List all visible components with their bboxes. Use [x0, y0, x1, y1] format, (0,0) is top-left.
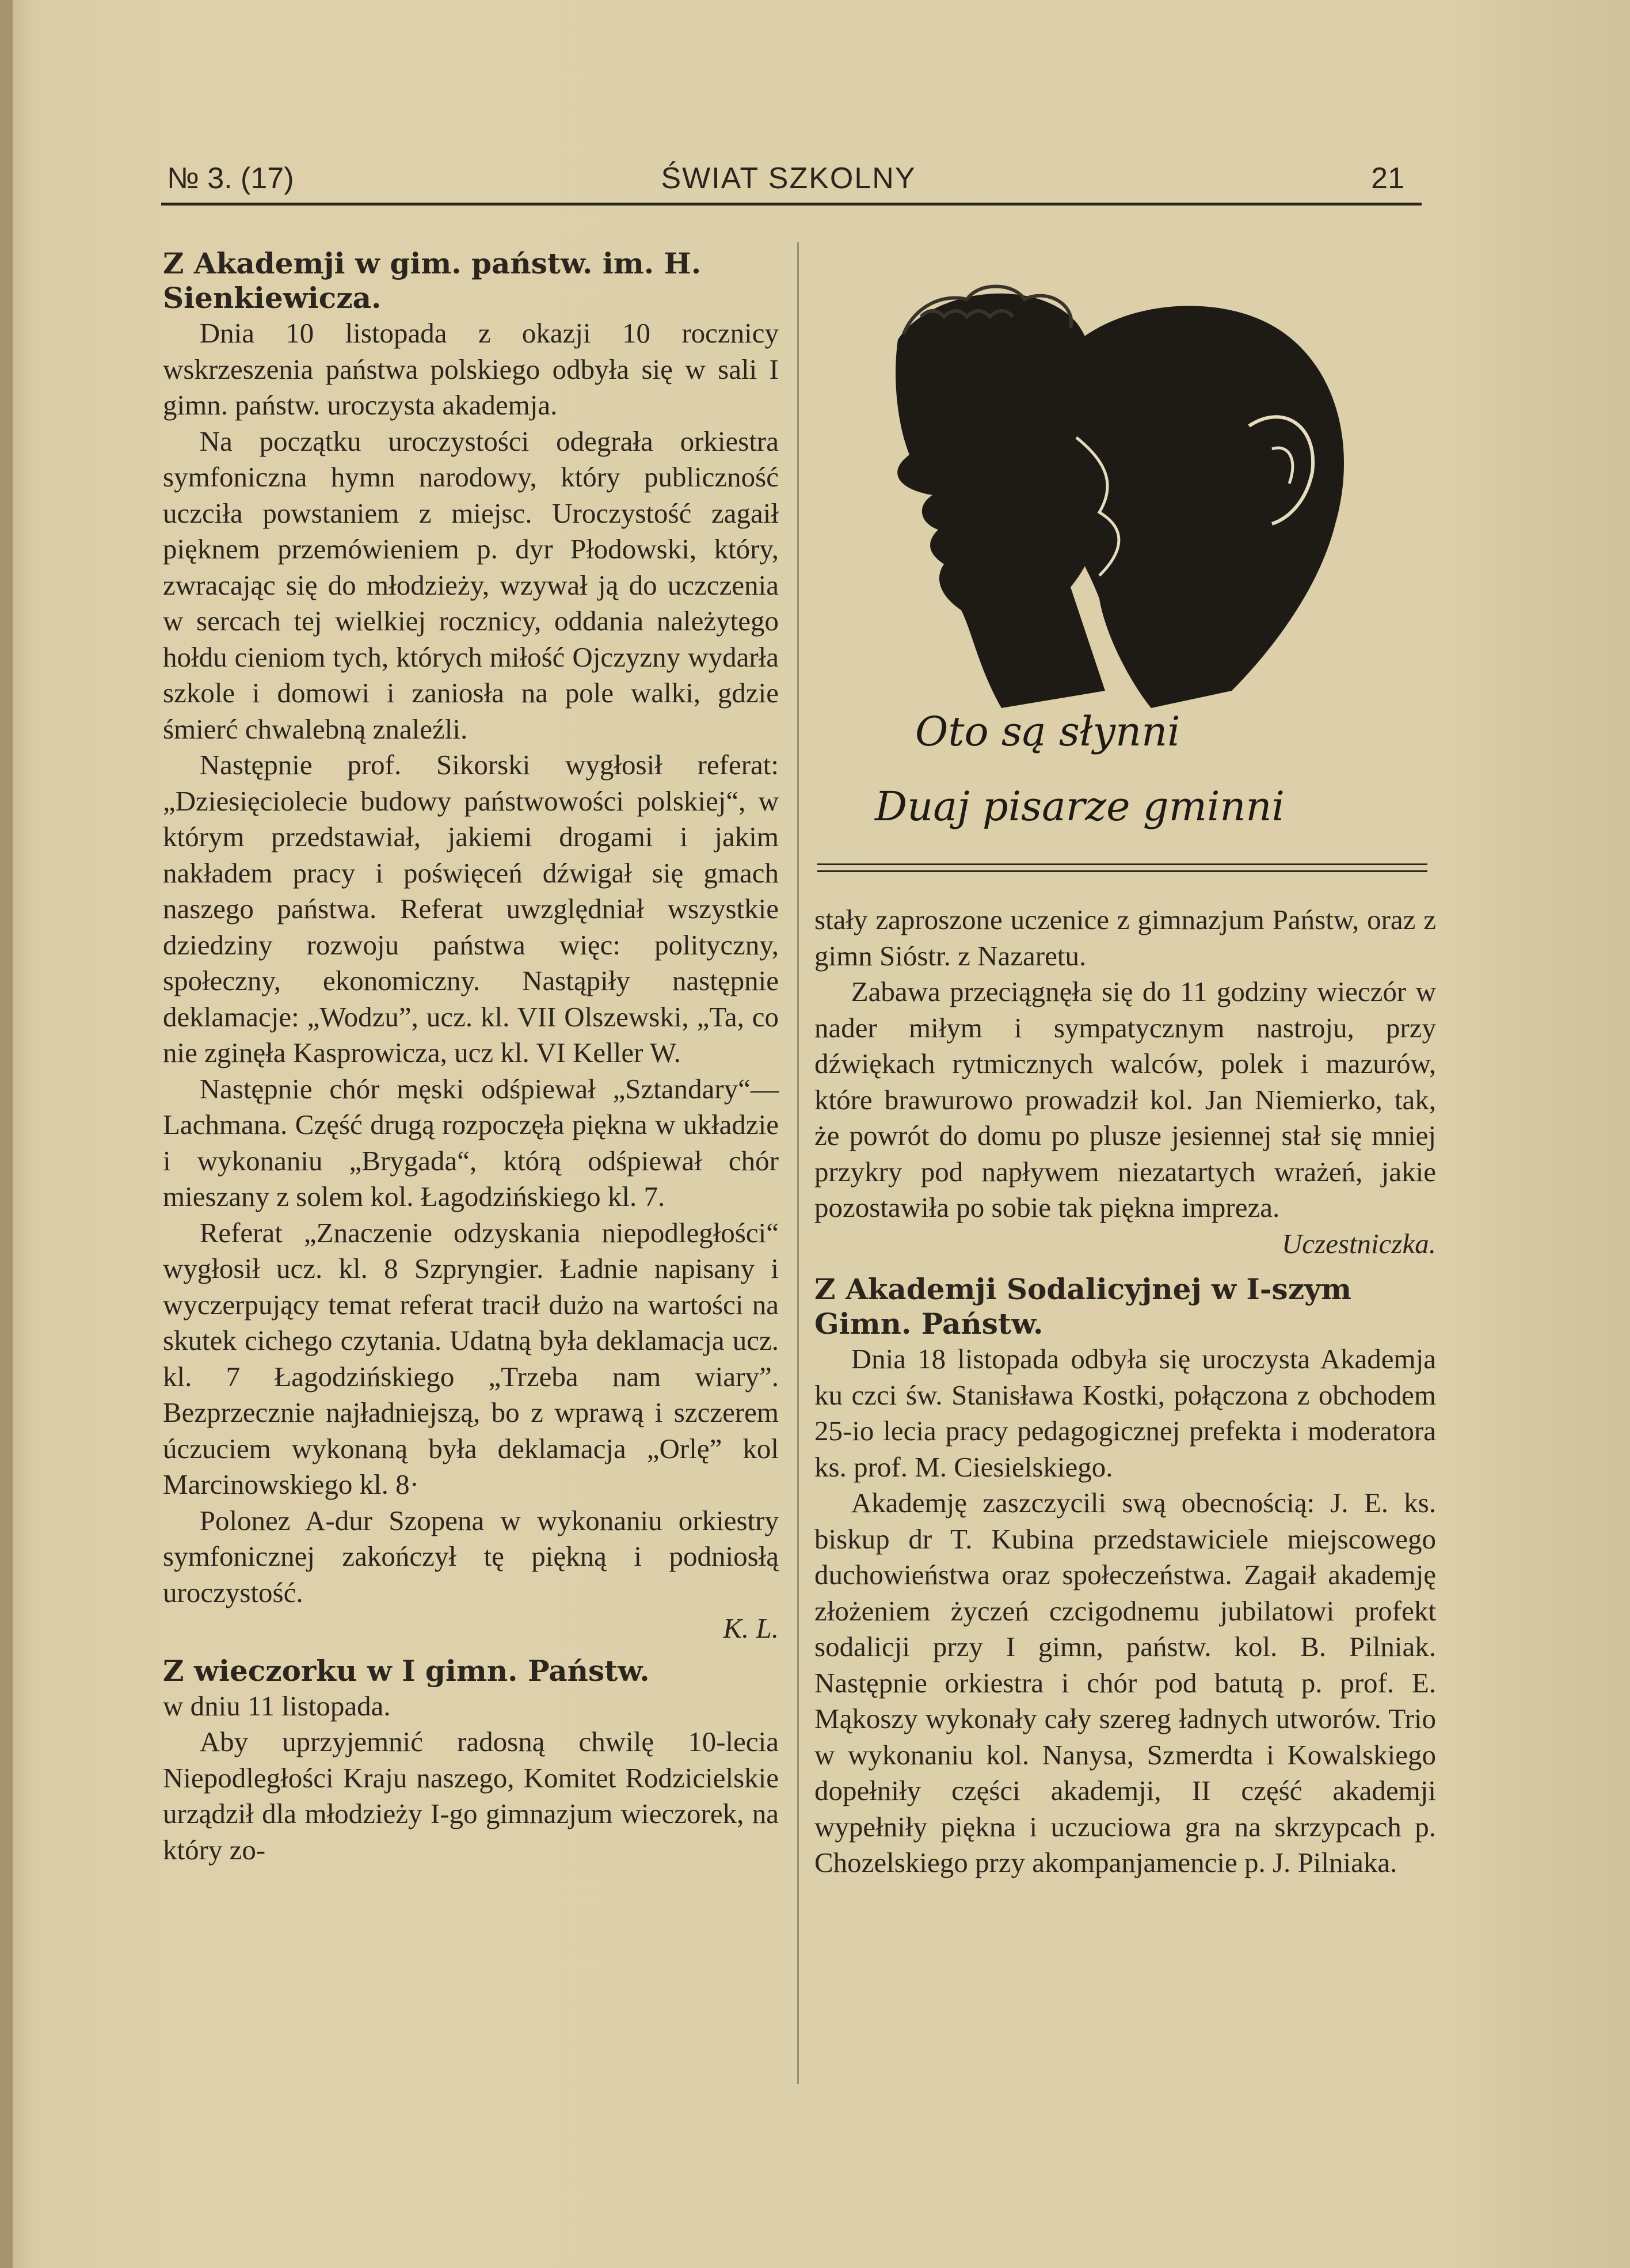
article-paragraph: Aby uprzyjemnić radosną chwilę 10-lecia Niepodległości Kraju naszego, Komitet Rodzicielskie urządził dla młodzieży I-go gimnazjum wieczorek, na który zo- — [163, 1726, 779, 1866]
silhouette-two-heads-icon — [829, 253, 1433, 863]
article-date: w dniu 11 listopada. — [163, 1689, 391, 1722]
article-paragraph: Dnia 18 listopada odbyła się uroczysta Akademja ku czci św. Stanisława Kostki, połączona z obchodem 25-io lecia pracy pedagogicznej prefekta i moderatora ks. prof. M. Ciesielskiego. — [814, 1343, 1436, 1483]
article-paragraph: Następnie chór męski odśpiewał „Sztandary“—Lachmana. Część drugą rozpoczęła piękna w układzie i wykonaniu „Brygada“, którą odśpiewał chór mieszany z solem kol. Łagodzińskiego kl. 7. — [163, 1072, 779, 1212]
right-column — [814, 902, 1436, 1881]
article-signature: Uczestniczka. — [1281, 1227, 1436, 1259]
article-paragraph: stały zaproszone uczenice z gimnazjum Państw, oraz z gimn Sióstr. z Nazaretu. — [814, 904, 1436, 972]
article-signature: K. L. — [723, 1612, 779, 1644]
article-title-sienkiewicz: Z Akademji w gim. państw. im. H. Sienkiewicza. — [163, 246, 702, 315]
illustration-caption-line1: Oto są słynni — [915, 708, 1180, 755]
article-paragraph: Następnie prof. Sikorski wygłosił referat: „Dziesięciolecie budowy państwowości polskiej“, w którym przedstawiał, jakiemi drogami i jakim nakładem pracy i poświęceń dźwigał się gmach naszego państwa. Referat uwzględniał wszystkie dziedziny rozwoju państwa więc: polityczny, społeczny, ekonomiczny. Nastąpiły następnie deklamacje: „Wodzu”, ucz. kl. VII Olszewski, „Ta, co nie zginęła Kasprowicza, ucz kl. VI Keller W. — [163, 749, 779, 1068]
illustration-rule-bottom — [817, 870, 1427, 872]
article-paragraph: Na początku uroczystości odegrała orkiestra symfoniczna hymn narodowy, który publiczność uczciła powstaniem z miejsc. Uroczystość zagaił pięknem przemówieniem p. dyr Płodowski, który, zwracając się do młodzieży, wzywał ją do uczczenia w sercach tej wielkiej rocznicy, oddania należytego hołdu cieniom tych, których miłość Ojczyzny wydarła szkole i domowi i zaniosła na pole walki, gdzie śmierć chwalebną znaleźli. — [163, 425, 779, 745]
article-paragraph: Dnia 10 listopada z okazji 10 rocznicy wskrzeszenia państwa polskiego odbyła się w sali I gimn. państw. uroczysta akademja. — [163, 317, 779, 421]
illustration-rule-top — [817, 863, 1427, 865]
issue-number: № 3. (17) — [167, 162, 294, 195]
page-header — [161, 161, 1416, 201]
article-paragraph: Referat „Znaczenie odzyskania niepodległości“ wygłosił ucz. kl. 8 Szpryngier. Ładnie napisany i wyczerpujący temat referat tracił dużo na wartości na skutek cichego czytania. Udatną była deklamacja ucz. kl. 7 Łagodzińskiego „Trzeba nam wiary”. Bezprzecznie najładniejszą, bo z wprawą i szczerem úczuciem wykonaną była deklamacja „Orlę” kol Marcinowskiego kl. 8· — [163, 1216, 779, 1500]
header-rule — [161, 203, 1422, 206]
article-title-wieczorek: Z wieczorku w I gimn. Państw. — [163, 1653, 650, 1688]
article-paragraph: Akademję zaszczycili swą obecnością: J. E. ks. biskup dr T. Kubina przedstawiciele miejscowego duchowieństwa oraz społeczeństwa. Zagaił akademję złożeniem życzeń czcigodnemu jubilatowi profekt sodalicji przy I gimn, państw. kol. B. Pilniak. Następnie orkiestra i chór pod batutą p. prof. E. Mąkoszy wykonały cały szereg ładnych utworów. Trio w wykonaniu kol. Nanysa, Szmerdta i Kowalskiego dopełniły części akademji, II część akademji wypełniły piękna i uczuciowa gra na skrzypcach p. Chozelskiego przy akompanjamencie p. J. Pilniaka. — [814, 1487, 1436, 1878]
illustration-caption-line2: Duaj pisarze gminni — [875, 783, 1285, 830]
page-number: 21 — [1371, 162, 1404, 195]
page-spine — [0, 0, 13, 2268]
article-paragraph: Zabawa przeciągnęła się do 11 godziny wieczór w nader miłym i sympatycznym nastroju, przy dźwiękach rytmicznych walców, polek i mazurów, które brawurowo prowadził kol. Jan Niemierko, tak, że powrót do domu po plusze jesiennej stał się mniej przykry pod napływem niezatartych wrażeń, jakie pozostawiła po sobie tak piękna impreza. — [814, 976, 1436, 1223]
article-paragraph: Polonez A-dur Szopena w wykonaniu orkiestry symfonicznej zakończył tę piękną i podniosłą uroczystość. — [163, 1504, 779, 1608]
column-divider — [797, 242, 799, 2084]
journal-title: ŚWIAT SZKOLNY — [661, 162, 916, 195]
article-title-sodalicyjna: Z Akademji Sodalicyjnej w I-szym Gimn. Państw. — [814, 1272, 1352, 1341]
left-column — [163, 246, 779, 1868]
